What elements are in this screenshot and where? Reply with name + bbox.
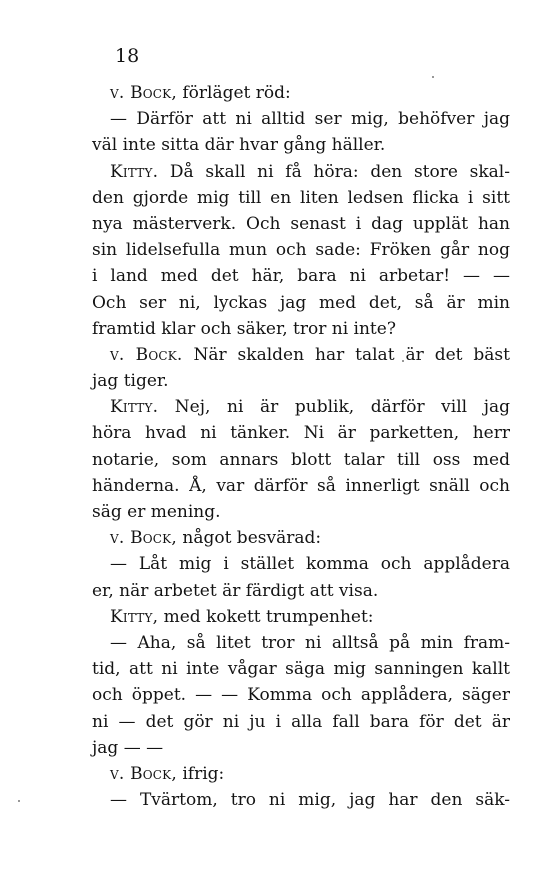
- speaker-name: Kitty.: [110, 397, 159, 418]
- line-text: När skalden har talat är det bäst: [182, 344, 510, 365]
- line-text: — Aha, så litet tror ni alltså på min fram-: [110, 632, 510, 653]
- text-line: [92, 80, 510, 106]
- text-line: [92, 735, 510, 761]
- line-text: och öppet. — — Komma och applådera, säger: [92, 685, 510, 706]
- line-text: något besvärad:: [176, 528, 322, 549]
- line-text: den gjorde mig till en liten ledsen flicka i sitt: [92, 187, 510, 208]
- line-text: händerna. Å, var därför så innerligt snäll och: [92, 475, 510, 496]
- line-text: förläget röd:: [176, 83, 291, 103]
- text-line: [92, 447, 510, 473]
- line-text: Nej, ni är publik, därför vill jag: [158, 397, 510, 418]
- line-text: nya mästerverk. Och senast i dag upplät han: [92, 213, 510, 234]
- speaker-name: v. Bock,: [110, 763, 177, 784]
- text-line: [92, 290, 510, 316]
- line-text: jag — —: [92, 737, 164, 758]
- text-line: [92, 604, 510, 630]
- text-line: [92, 263, 510, 289]
- line-text: notarie, som annars blott talar till oss med: [92, 449, 510, 470]
- text-line: [92, 316, 510, 342]
- speaker-name: v. Bock,: [110, 528, 177, 549]
- text-line: [92, 185, 510, 211]
- line-text: Då skall ni få höra: den store skal-: [158, 161, 510, 182]
- text-line: [92, 473, 510, 499]
- line-text: sin lidelsefulla mun och sade: Fröken går nog: [92, 240, 510, 261]
- body-text: [92, 80, 510, 813]
- text-line: [92, 525, 510, 551]
- line-text: tid, att ni inte vågar säga mig sanningen kallt: [92, 659, 510, 680]
- text-line: [92, 551, 510, 577]
- text-line: [92, 578, 510, 604]
- text-line: [92, 342, 510, 368]
- speaker-name: Kitty,: [110, 606, 159, 627]
- text-line: [92, 656, 510, 682]
- line-text: Och ser ni, lyckas jag med det, så är min: [92, 292, 510, 313]
- text-line: [92, 682, 510, 708]
- line-text: er, när arbetet är färdigt att visa.: [92, 580, 379, 601]
- text-line: [92, 106, 510, 132]
- line-text: ifrig:: [176, 763, 225, 784]
- text-line: [92, 709, 510, 735]
- text-line: [92, 499, 510, 525]
- speaker-name: Kitty.: [110, 161, 159, 182]
- line-text: — Låt mig i stället komma och applådera: [110, 554, 510, 575]
- text-line: [92, 159, 510, 185]
- line-text: ni — det gör ni ju i alla fall bara för det är: [92, 711, 510, 732]
- speaker-name: v. Bock.: [110, 344, 183, 365]
- text-line: [92, 761, 510, 787]
- line-text: framtid klar och säker, tror ni inte?: [92, 318, 396, 339]
- line-text: med kokett trumpenhet:: [158, 606, 374, 627]
- text-line: [92, 787, 510, 813]
- page-number: 18: [115, 45, 140, 67]
- line-text: — Tvärtom, tro ni mig, jag har den säk-: [110, 790, 510, 811]
- speaker-name: v. Bock,: [110, 83, 177, 103]
- text-line: [92, 237, 510, 263]
- speck-mark: [432, 76, 434, 78]
- line-text: jag tiger.: [92, 371, 169, 392]
- text-line: [92, 211, 510, 237]
- speck-mark: [18, 800, 20, 802]
- text-line: [92, 132, 510, 158]
- line-text: väl inte sitta där hvar gång häller.: [92, 135, 386, 156]
- text-line: [92, 368, 510, 394]
- line-text: i land med det här, bara ni arbetar! — —: [92, 266, 510, 287]
- line-text: höra hvad ni tänker. Ni är parketten, herr: [92, 423, 510, 444]
- line-text: — Därför att ni alltid ser mig, behöfver jag: [110, 109, 510, 130]
- text-line: [92, 420, 510, 446]
- line-text: säg er mening.: [92, 502, 221, 522]
- text-line: [92, 394, 510, 420]
- text-line: [92, 630, 510, 656]
